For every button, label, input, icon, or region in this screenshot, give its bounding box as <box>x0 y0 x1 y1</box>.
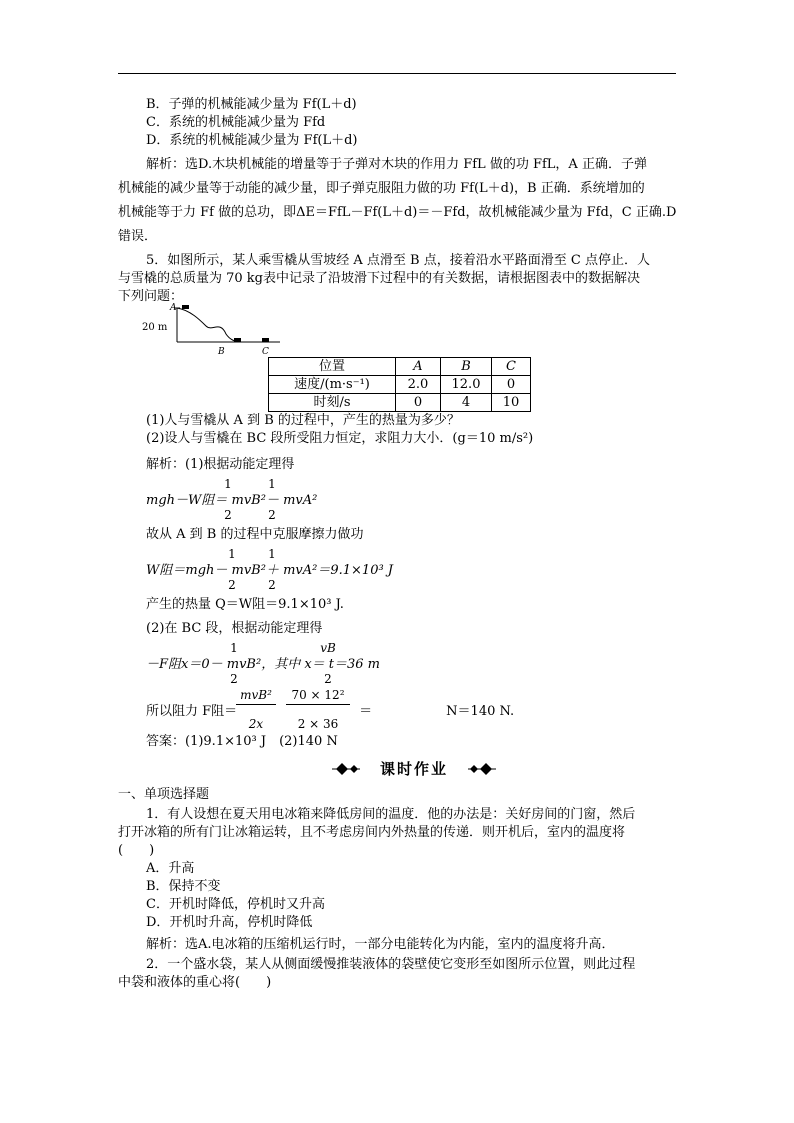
solution-line: 解析：(1)根据动能定理得 <box>146 457 295 472</box>
fraction-denominator: 2 <box>268 508 276 522</box>
analysis-line: 解析：选A.电冰箱的压缩机运行时，一部分电能转化为内能，室内的温度将升高． <box>146 937 615 952</box>
equation-line: W阻＝mgh－ mvB²＋ mvA²＝9.1×10³ J <box>146 563 394 578</box>
section-banner-title: 课时作业 <box>360 757 468 781</box>
equation-result: N＝140 N. <box>446 704 515 719</box>
fraction-denominator: 2 <box>268 578 276 592</box>
fraction-denominator: 2 <box>224 508 232 522</box>
table-cell: B <box>441 358 492 376</box>
table-cell: 2.0 <box>396 376 441 394</box>
option-b: B．子弹的机械能减少量为 Ff(L＋d) <box>146 97 357 112</box>
analysis-line: 机械能的减少量等于动能的减少量，即子弹克服阻力做的功 Ff(L＋d)，B 正确．系统增加的 <box>118 181 645 196</box>
fraction-numerator: vB <box>320 641 336 655</box>
table-cell: 4 <box>441 394 492 412</box>
sled-icon <box>182 305 189 309</box>
question-2-text: 中袋和液体的重心将( ) <box>118 975 272 990</box>
question-1-text: 1．有人设想在夏天用电冰箱来降低房间的温度．他的办法是：关好房间的门窗，然后 <box>146 807 636 822</box>
table-cell: A <box>396 358 441 376</box>
fraction-numerator: 70 × 12² <box>291 688 345 702</box>
fraction-bar <box>286 704 350 705</box>
table-cell: 12.0 <box>441 376 492 394</box>
sub-question-2: (2)设人与雪橇在 BC 段所受阻力恒定，求阻力大小．(g＝10 m/s²) <box>146 431 534 446</box>
table-row <box>269 358 531 376</box>
sled-icon <box>234 338 241 342</box>
header-rule <box>118 73 676 74</box>
solution-line: 故从 A 到 B 的过程中克服摩擦力做功 <box>146 527 364 542</box>
section-title: 一、单项选择题 <box>118 787 210 802</box>
fraction-denominator: 2 <box>230 672 238 686</box>
table-cell: 10 <box>492 394 531 412</box>
fraction-bar <box>236 704 276 705</box>
option-d: D．开机时升高，停机时降低 <box>146 915 313 930</box>
fraction-denominator: 2 × 36 <box>297 717 339 731</box>
equation-prefix: 所以阻力 F阻＝ <box>146 704 238 719</box>
equation-line: mgh－W阻＝ mvB²－ mvA² <box>146 493 318 508</box>
table-cell: 速度/(m·s⁻¹) <box>269 376 396 394</box>
equation-line: －F阻x＝0－ mvB²，其中 x＝ t＝36 m <box>146 657 381 672</box>
point-a-label: A <box>170 303 177 313</box>
table-cell: 0 <box>396 394 441 412</box>
point-c-label: C <box>262 347 269 357</box>
solution-line: 产生的热量 Q＝W阻＝9.1×10³ J. <box>146 597 344 612</box>
question-1-text: 打开冰箱的所有门让冰箱运转，且不考虑房间内外热量的传递．则开机后，室内的温度将 <box>118 825 626 840</box>
fraction-numerator: 1 <box>224 477 232 491</box>
option-b: B．保持不变 <box>146 879 221 894</box>
fraction-denominator: 2 <box>228 578 236 592</box>
table-cell: C <box>492 358 531 376</box>
question-2-text: 2．一个盛水袋，某人从侧面缓慢推装液体的袋壁使它变形至如图所示位置，则此过程 <box>146 957 636 972</box>
solution-line: (2)在 BC 段，根据动能定理得 <box>146 621 323 636</box>
analysis-line: 错误． <box>118 229 158 244</box>
data-table <box>268 357 531 412</box>
slope-figure <box>140 300 290 360</box>
equation-line: 所以阻力 F阻＝ ＝ N＝140 N. <box>146 704 515 719</box>
question-5-text: 5．如图所示，某人乘雪橇从雪坡经 A 点滑至 B 点，接着沿水平路面滑至 C 点停止．人 <box>146 253 650 268</box>
answer-line: 答案：(1)9.1×10³ J (2)140 N <box>146 734 338 749</box>
fraction-numerator: 1 <box>268 547 276 561</box>
height-label: 20 m <box>142 322 168 333</box>
fraction-numerator: 1 <box>268 477 276 491</box>
option-a: A．升高 <box>146 861 195 876</box>
table-row <box>269 376 531 394</box>
point-b-label: B <box>218 347 225 357</box>
table-cell: 位置 <box>269 358 396 376</box>
sub-question-1: (1)人与雪橇从 A 到 B 的过程中，产生的热量为多少？ <box>146 413 460 428</box>
table-cell: 时刻/s <box>269 394 396 412</box>
fraction-numerator: mvB² <box>240 688 272 702</box>
fraction-numerator: 1 <box>228 547 236 561</box>
fraction-denominator: 2x <box>248 717 264 731</box>
question-1-text: ( ) <box>118 843 155 858</box>
analysis-line: 机械能等于力 Ff 做的总功，即ΔE＝FfL－Ff(L＋d)＝－Ffd，故机械能减少量为 Ffd，C 正确.D <box>118 205 677 220</box>
table-cell: 0 <box>492 376 531 394</box>
table-row <box>269 394 531 412</box>
question-5-text: 下列问题： <box>118 289 184 304</box>
option-c: C．系统的机械能减少量为 Ffd <box>146 115 326 130</box>
fraction-numerator: 1 <box>230 641 238 655</box>
option-c: C．开机时降低，停机时又升高 <box>146 897 325 912</box>
sled-icon <box>262 338 269 342</box>
fraction-denominator: 2 <box>324 672 332 686</box>
analysis-line: 解析：选D.木块机械能的增量等于子弹对木块的作用力 FfL 做的功 FfL，A 正确．子弹 <box>146 157 647 172</box>
question-5-text: 与雪橇的总质量为 70 kg表中记录了沿坡滑下过程中的有关数据，请根据图表中的数据解决 <box>118 271 641 286</box>
option-d: D．系统的机械能减少量为 Ff(L＋d) <box>146 133 358 148</box>
